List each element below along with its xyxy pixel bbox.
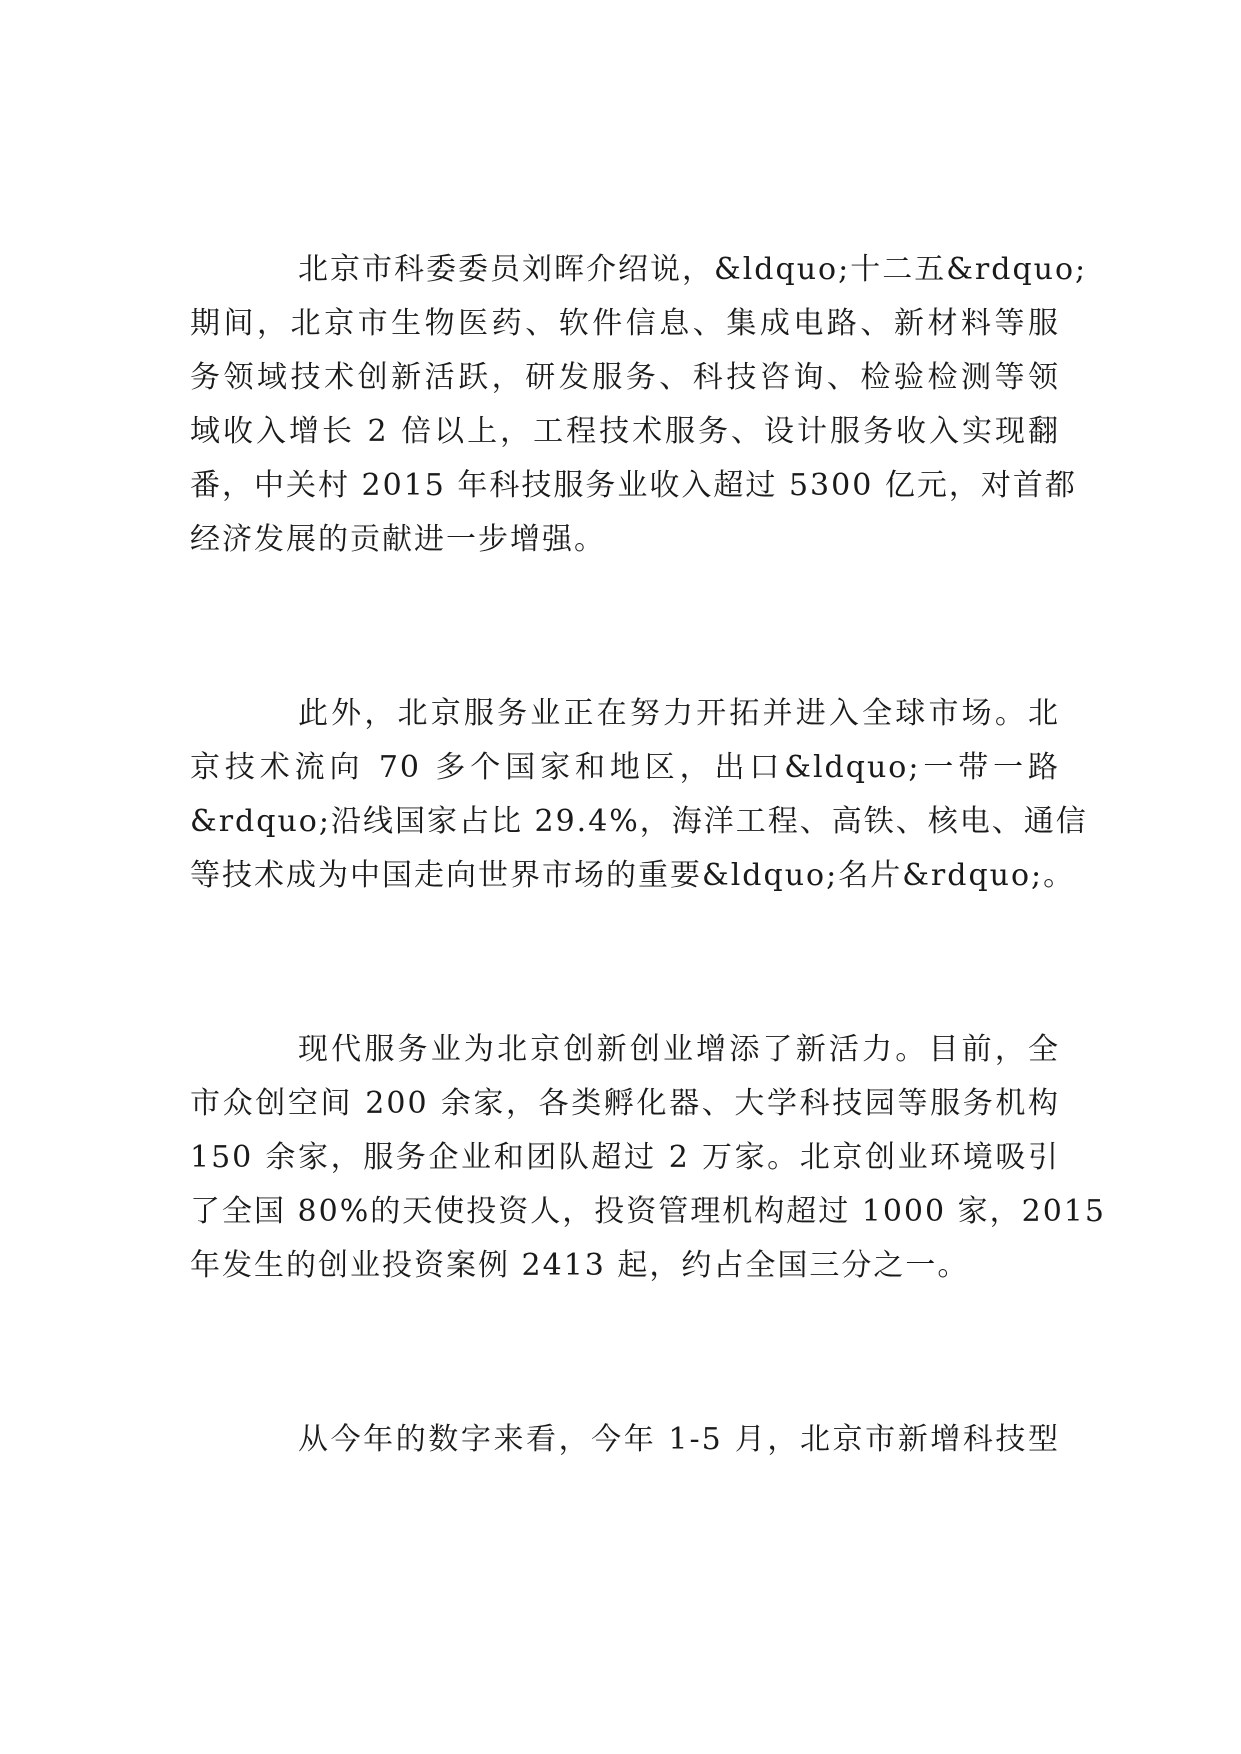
paragraph-line: 从今年的数字来看，今年 1-5 月，北京市新增科技型 [298,1422,1060,1457]
paragraph-line: 等技术成为中国走向世界市场的重要&ldquo;名片&rdquo;。 [190,858,1076,893]
paragraph-line: 域收入增长 2 倍以上，工程技术服务、设计服务收入实现翻 [190,414,1060,449]
paragraph-line: 市众创空间 200 余家，各类孵化器、大学科技园等服务机构 [190,1086,1060,1121]
paragraph-line: 经济发展的贡献进一步增强。 [190,522,606,557]
paragraph-line: 务领域技术创新活跃，研发服务、科技咨询、检验检测等领 [190,360,1060,395]
paragraph-line: 年发生的创业投资案例 2413 起，约占全国三分之一。 [190,1248,970,1283]
paragraph-line: 150 余家，服务企业和团队超过 2 万家。北京创业环境吸引 [190,1140,1060,1175]
paragraph-line: 此外，北京服务业正在努力开拓并进入全球市场。北 [298,696,1060,731]
paragraph-line: 北京市科委委员刘晖介绍说，&ldquo;十二五&rdquo; [298,252,1088,287]
paragraph-line: 期间，北京市生物医药、软件信息、集成电路、新材料等服 [190,306,1060,341]
paragraph-line: &rdquo;沿线国家占比 29.4%，海洋工程、高铁、核电、通信 [190,804,1088,839]
paragraph-line: 番，中关村 2015 年科技服务业收入超过 5300 亿元，对首都 [190,468,1077,503]
paragraph-line: 京技术流向 70 多个国家和地区，出口&ldquo;一带一路 [190,750,1060,785]
paragraph-line: 现代服务业为北京创新创业增添了新活力。目前，全 [298,1032,1060,1067]
paragraph-line: 了全国 80%的天使投资人，投资管理机构超过 1000 家，2015 [190,1194,1106,1229]
